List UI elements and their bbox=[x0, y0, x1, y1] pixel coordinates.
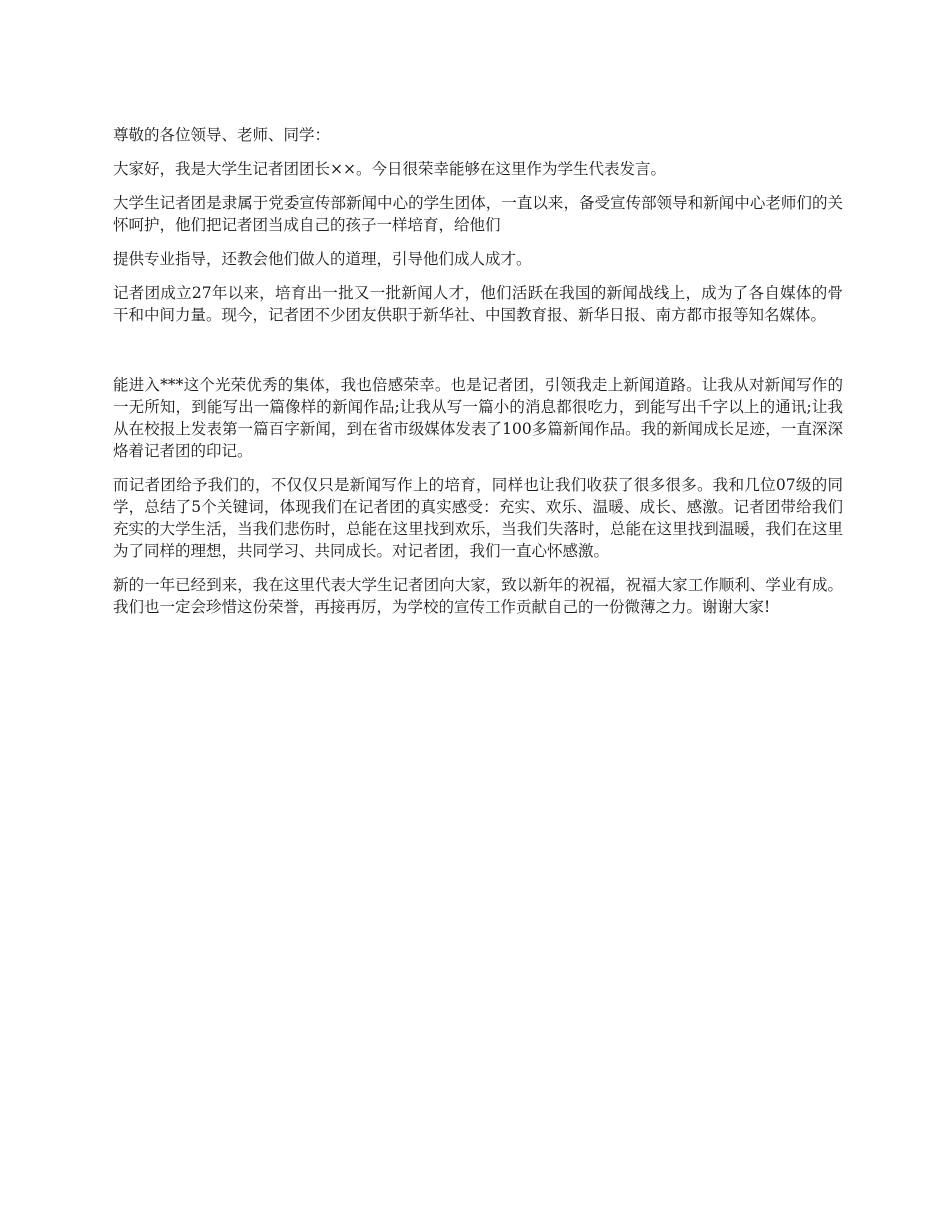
paragraph-about-team: 大学生记者团是隶属于党委宣传部新闻中心的学生团体，一直以来，备受宣传部领导和新闻中心老师们的关怀呵护，他们把记者团当成自己的孩子一样培育，给他们 bbox=[113, 194, 843, 234]
paragraph-personal: 能进入***这个光荣优秀的集体，我也倍感荣幸。也是记者团，引领我走上新闻道路。让我从对新闻写作的一无所知，到能写出一篇像样的新闻作品;让我从写一篇小的消息都很吃力，到能写出千字以上的通讯;让我从在校报上发表第一篇百字新闻，到在省市级媒体发表了100多篇新闻作品。我的新闻成长足迹，一直深深烙着记者团的印记。 bbox=[113, 376, 843, 460]
paragraph-guidance: 提供专业指导，还教会他们做人的道理，引导他们成人成才。 bbox=[113, 250, 532, 268]
document-body bbox=[113, 124, 843, 630]
paragraph-history: 记者团成立27年以来，培育出一批又一批新闻人才，他们活跃在我国的新闻战线上，成为了各自媒体的骨干和中间力量。现今，记者团不少团友供职于新华社、中国教育报、新华日报、南方都市报等知名媒体。 bbox=[113, 284, 843, 324]
paragraph-keywords: 而记者团给予我们的，不仅仅只是新闻写作上的培育，同样也让我们收获了很多很多。我和几位07级的同学，总结了5个关键词，体现我们在记者团的真实感受：充实、欢乐、温暖、成长、感激。记者团带给我们充实的大学生活，当我们悲伤时，总能在这里找到欢乐，当我们失落时，总能在这里找到温暖，我们在这里为了同样的理想，共同学习、共同成长。对记者团，我们一直心怀感激。 bbox=[113, 476, 843, 560]
paragraph-closing: 新的一年已经到来，我在这里代表大学生记者团向大家，致以新年的祝福，祝福大家工作顺利、学业有成。我们也一定会珍惜这份荣誉，再接再厉，为学校的宣传工作贡献自己的一份微薄之力。谢谢大家! bbox=[113, 576, 843, 616]
greeting: 尊敬的各位领导、老师、同学： bbox=[113, 126, 331, 144]
paragraph-intro: 大家好，我是大学生记者团团长××。今日很荣幸能够在这里作为学生代表发言。 bbox=[113, 160, 666, 178]
